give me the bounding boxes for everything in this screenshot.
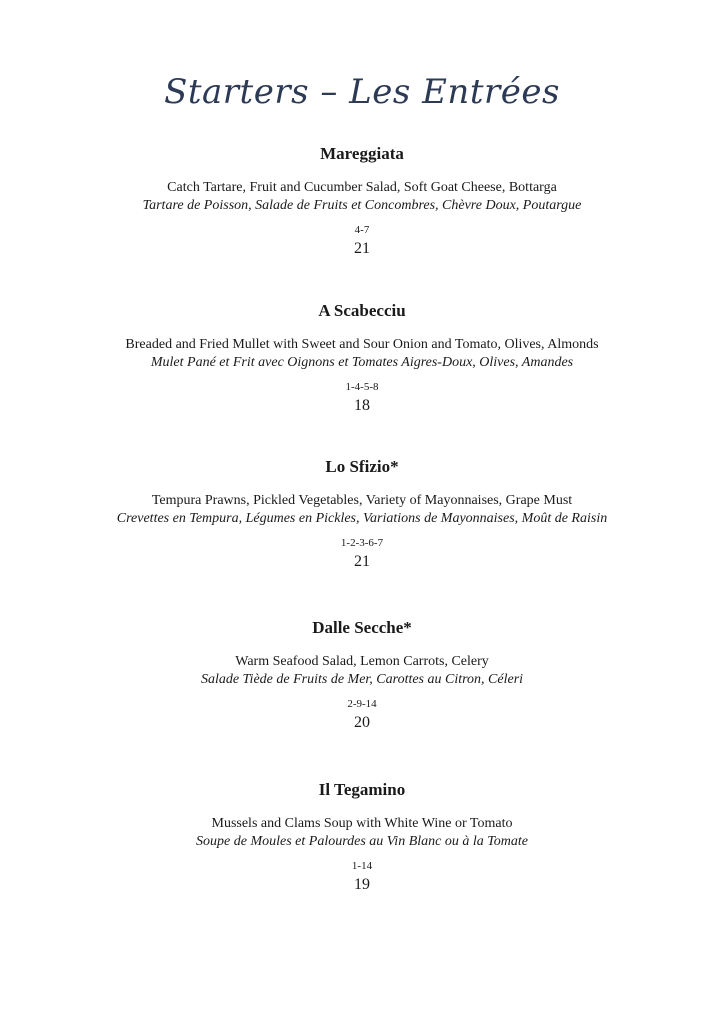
dish-description-en: Mussels and Clams Soup with White Wine or Tomato — [211, 816, 513, 831]
dish-description-en: Warm Seafood Salad, Lemon Carrots, Celery — [235, 654, 489, 669]
dish-item — [0, 617, 724, 733]
dish-description-en: Breaded and Fried Mullet with Sweet and Sour Onion and Tomato, Olives, Almonds — [125, 337, 599, 352]
dish-name: A Scabecciu — [318, 301, 406, 320]
dish-item — [0, 779, 724, 895]
dish-name: Lo Sfizio* — [325, 457, 399, 476]
dish-price: 21 — [354, 553, 370, 570]
dish-allergens: 1-14 — [351, 860, 373, 872]
dish-description-en: Tempura Prawns, Pickled Vegetables, Variety of Mayonnaises, Grape Must — [151, 493, 573, 508]
dish-description-fr: Crevettes en Tempura, Légumes en Pickles, Variations de Mayonnaises, Moût de Raisin — [116, 511, 608, 526]
dish-allergens: 1-2-3-6-7 — [340, 537, 384, 549]
dish-allergens: 1-4-5-8 — [345, 381, 379, 393]
dish-price: 18 — [354, 397, 370, 414]
dish-description-fr: Soupe de Moules et Palourdes au Vin Blanc ou à la Tomate — [196, 834, 528, 849]
dish-item — [0, 143, 724, 259]
dish-price: 21 — [354, 240, 370, 257]
dish-allergens: 2-9-14 — [347, 698, 377, 710]
page-title: Starters – Les Entrées — [164, 72, 560, 112]
dish-allergens: 4-7 — [354, 224, 370, 236]
dish-item — [0, 456, 724, 572]
dish-description-fr: Tartare de Poisson, Salade de Fruits et Concombres, Chèvre Doux, Poutargue — [142, 198, 582, 213]
dish-name: Il Tegamino — [318, 780, 406, 799]
dish-description-fr: Salade Tiède de Fruits de Mer, Carottes au Citron, Céleri — [200, 672, 524, 687]
dish-item — [0, 300, 724, 416]
dish-name: Mareggiata — [320, 144, 404, 163]
dish-price: 20 — [354, 714, 370, 731]
dish-price: 19 — [354, 876, 370, 893]
dish-name: Dalle Secche* — [312, 618, 412, 637]
dish-description-en: Catch Tartare, Fruit and Cucumber Salad, Soft Goat Cheese, Bottarga — [167, 180, 557, 195]
dish-description-fr: Mulet Pané et Frit avec Oignons et Tomates Aigres-Doux, Olives, Amandes — [150, 355, 574, 370]
